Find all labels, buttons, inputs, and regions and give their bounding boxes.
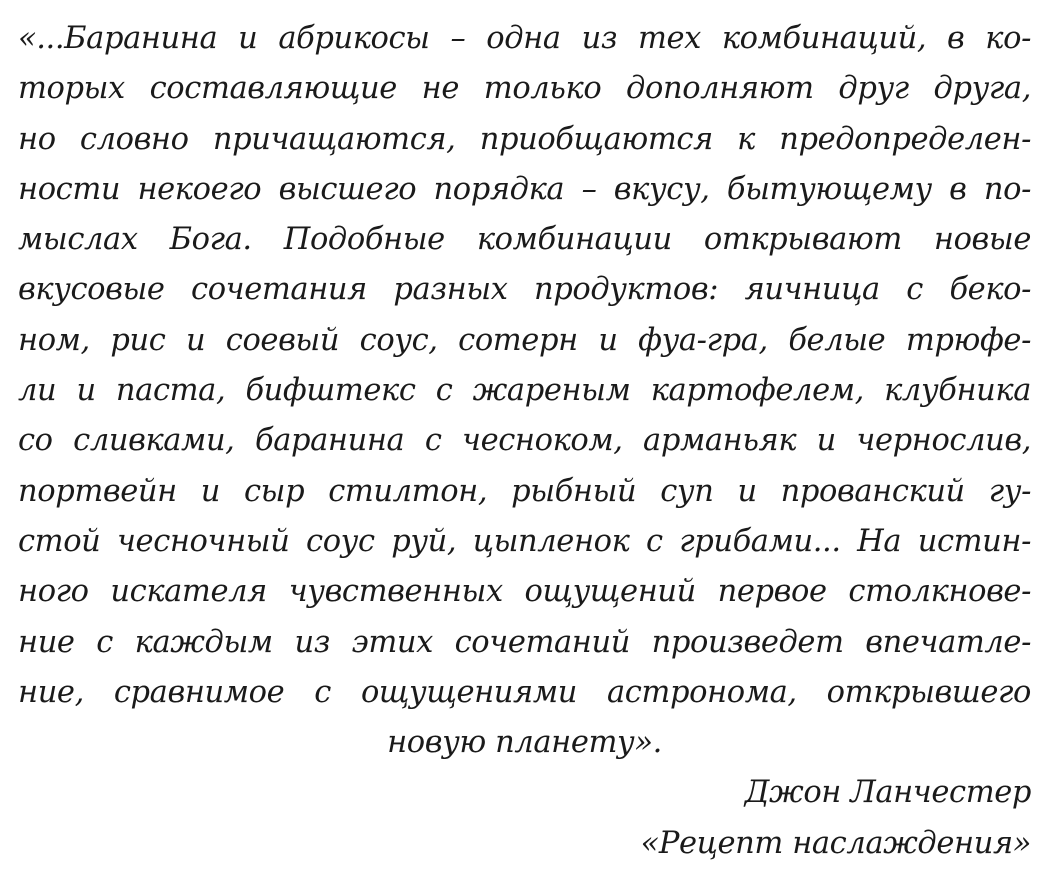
quote-line-12: ного искателя чувственных ощущений первое столкнове- (18, 574, 1031, 610)
quote-line-2: торых составляющие не только дополняют друг друга, (18, 71, 1031, 107)
attribution-author: Джон Ланчестер (744, 775, 1031, 811)
quote-line-15: новую планету». (387, 725, 662, 761)
quote-text (18, 14, 1031, 768)
quote-line-7: ном, рис и соевый соус, сотерн и фуа-гра, белые трюфе- (18, 322, 1031, 358)
quote-line-6: вкусовые сочетания разных продуктов: яичница с беко- (18, 272, 1031, 308)
quote-line-1: «...Баранина и абрикосы – одна из тех комбинаций, в ко- (18, 21, 1031, 56)
quote-line-3: но словно причащаются, приобщаются к предопределен- (18, 121, 1031, 157)
quote-line-11: стой чесночный соус руй, цыпленок с грибами... На истин- (18, 523, 1031, 559)
quote-line-14: ние, сравнимое с ощущениями астронома, открывшего (18, 674, 1031, 710)
attribution-work: «Рецепт наслаждения» (640, 825, 1031, 861)
quote-line-9: со сливками, баранина с чесноком, арманьяк и чернослив, (18, 423, 1031, 459)
quote-line-8: ли и паста, бифштекс с жареным картофелем, клубника (18, 373, 1031, 409)
quote-line-13: ние с каждым из этих сочетаний произведет впечатле- (18, 624, 1031, 660)
quote-line-10: портвейн и сыр стилтон, рыбный суп и прованский гу- (18, 473, 1031, 509)
quote-line-4: ности некоего высшего порядка – вкусу, бытующему в по- (18, 171, 1031, 207)
attribution (18, 768, 1031, 869)
quote-line-5: мыслах Бога. Подобные комбинации открывают новые (18, 222, 1031, 258)
epigraph (18, 14, 1031, 869)
